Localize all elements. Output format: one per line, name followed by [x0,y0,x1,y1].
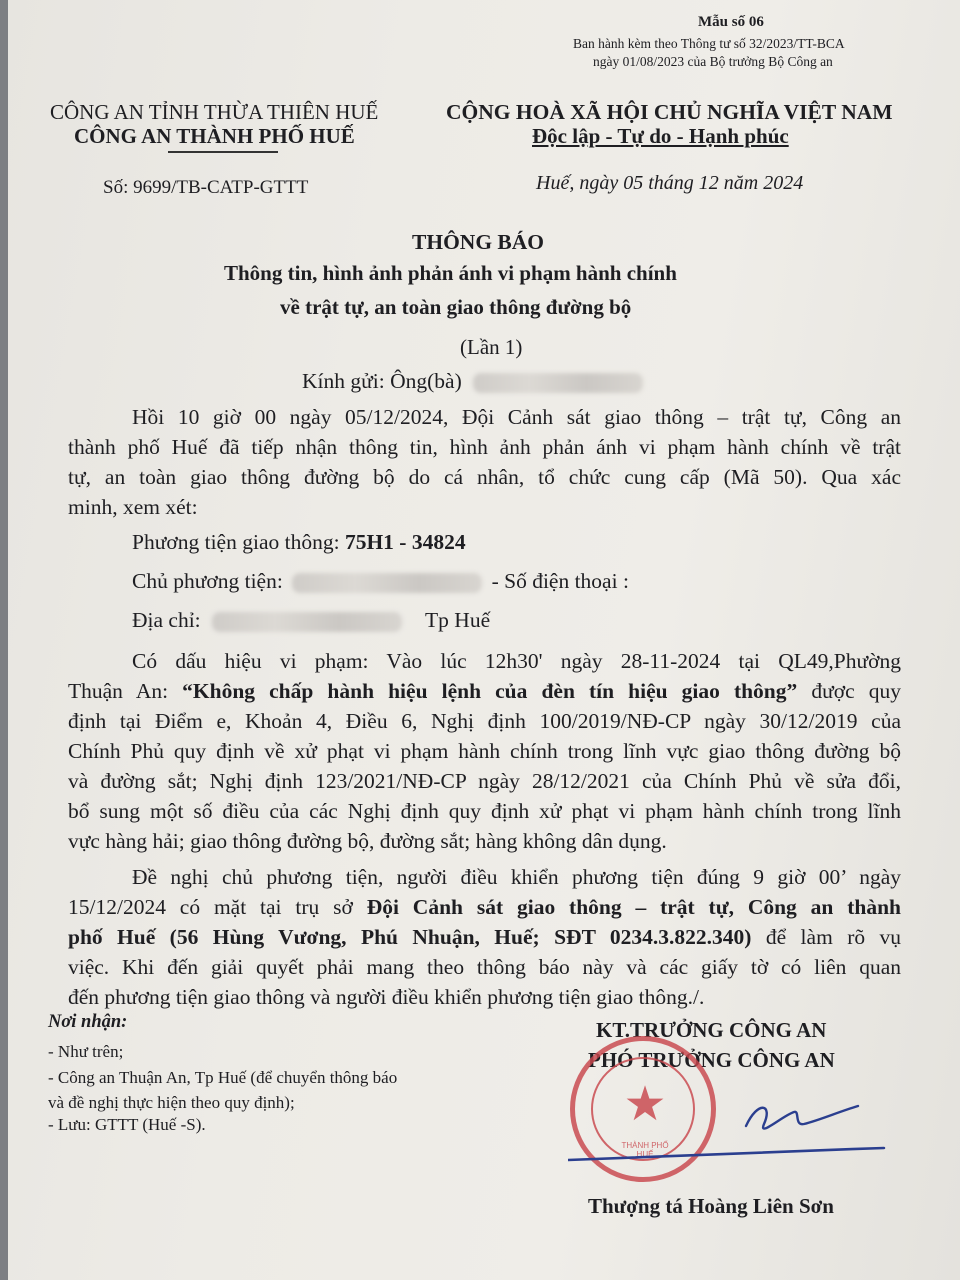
intro-line-2: thành phố Huế đã tiếp nhận thông tin, hình ảnh phản ánh vi phạm hành chính về trật [68,435,901,459]
nation-motto: Độc lập - Tự do - Hạnh phúc [532,124,789,148]
recipient-item-4: - Lưu: GTTT (Huế -S). [48,1115,206,1134]
signer-name: Thượng tá Hoàng Liên Sơn [588,1194,834,1218]
notice-subtitle-2: về trật tự, an toàn giao thông đường bộ [280,295,632,319]
violation-line-3: định tại Điểm e, Khoản 4, Điều 6, Nghị định 100/2019/NĐ-CP ngày 30/12/2019 của [68,709,901,733]
vehicle-plate: 75H1 - 34824 [344,530,466,554]
violation-offense: “Không chấp hành hiệu lệnh của đèn tín hiệu giao thông” [182,679,798,703]
agency-parent: CÔNG AN TỈNH THỪA THIÊN HUẾ [50,100,379,124]
redacted-owner-name [292,573,482,593]
form-number: Mẫu số 06 [698,14,764,30]
form-issued-line1: Ban hành kèm theo Thông tư số 32/2023/TT-BCA [573,36,845,51]
recipient-item-2: - Công an Thuận An, Tp Huế (để chuyển thông báo [48,1068,398,1087]
violation-line-7: vực hàng hải; giao thông đường bộ, đường sắt; hàng không dân dụng. [68,829,667,853]
intro-line-3: tự, an toàn giao thông đường bộ do cá nhân, tổ chức cung cấp (Mã 50). Qua xác [68,465,901,489]
nation-title: CỘNG HOÀ XÃ HỘI CHỦ NGHĨA VIỆT NAM [446,100,893,124]
violation-line-4: Chính Phủ quy định về xử phạt vi phạm hành chính trong lĩnh vực giao thông đường bộ [68,739,901,763]
intro-line-1: Hồi 10 giờ 00 ngày 05/12/2024, Đội Cảnh sát giao thông – trật tự, Công an [132,405,901,429]
recipient-item-3: và đề nghị thực hiện theo quy định); [48,1093,295,1112]
document-number: Số: 9699/TB-CATP-GTTT [103,177,309,198]
violation-continuation: được quy [797,679,901,703]
violation-line-2 [68,676,901,706]
agency-name: CÔNG AN THÀNH PHỐ HUẾ [74,124,355,148]
vehicle-label: Phương tiện giao thông: [132,530,345,554]
seal-text: THÀNH PHỐ HUẾ [621,1141,669,1159]
notice-subtitle-1: Thông tin, hình ảnh phản ánh vi phạm hành chính [224,261,677,285]
request-date: 15/12/2024 có mặt tại trụ sở [68,895,367,919]
recipients-title: Nơi nhận: [48,1012,128,1032]
request-line-1: Đề nghị chủ phương tiện, người điều khiển phương tiện đúng 9 giờ 00’ ngày [132,865,901,889]
violation-line-6: bổ sung một số điều của các Nghị định quy định xử phạt vi phạm hành chính trong lĩnh [68,799,901,823]
redacted-address [212,612,402,632]
violation-line-1: Có dấu hiệu vi phạm: Vào lúc 12h30' ngày 28-11-2024 tại QL49,Phường [132,649,901,673]
vehicle-row [132,527,466,557]
signature-role-1: KT.TRƯỞNG CÔNG AN [596,1018,827,1042]
addressee-label: Kính gửi: Ông(bà) [302,369,462,393]
owner-label: Chủ phương tiện: [132,569,283,593]
request-line-4: việc. Khi đến giải quyết phải mang theo thông báo này và các giấy tờ có liên quan [68,955,901,979]
redacted-addressee-name [473,373,643,393]
address-city: Tp Huế [425,608,491,632]
form-issued-line2: ngày 01/08/2023 của Bộ trưởng Bộ Công an [593,54,833,69]
owner-row [132,566,629,596]
addressee [302,366,643,396]
request-office-address: phố Huế (56 Hùng Vương, Phú Nhuận, Huế; SĐT 0234.3.822.340) [68,925,752,949]
address-label: Địa chỉ: [132,608,201,632]
violation-location: Thuận An: [68,679,183,703]
request-office: Đội Cảnh sát giao thông – trật tự, Công an thành [366,895,901,919]
address-row [132,605,490,635]
request-line-5: đến phương tiện giao thông và người điều khiển phương tiện giao thông./. [68,985,705,1009]
signature-role-2: PHÓ TRƯỞNG CÔNG AN [588,1048,835,1072]
star-icon: ★ [623,1078,667,1131]
agency-underline [168,151,278,153]
request-purpose: để làm rõ vụ [751,925,901,949]
issue-date: Huế, ngày 05 tháng 12 năm 2024 [536,172,804,194]
notice-title: THÔNG BÁO [412,230,545,254]
handwritten-signature [568,1090,888,1180]
request-line-3 [68,922,901,952]
phone-label: - Số điện thoại : [491,569,629,593]
notice-times: (Lần 1) [460,335,523,359]
document-page [8,0,960,1280]
intro-line-4: minh, xem xét: [68,495,198,519]
request-line-2 [68,892,901,922]
recipient-item-1: - Như trên; [48,1042,124,1061]
violation-line-5: và đường sắt; Nghị định 123/2021/NĐ-CP ngày 28/12/2021 của Chính Phủ về sửa đổi, [68,769,901,793]
